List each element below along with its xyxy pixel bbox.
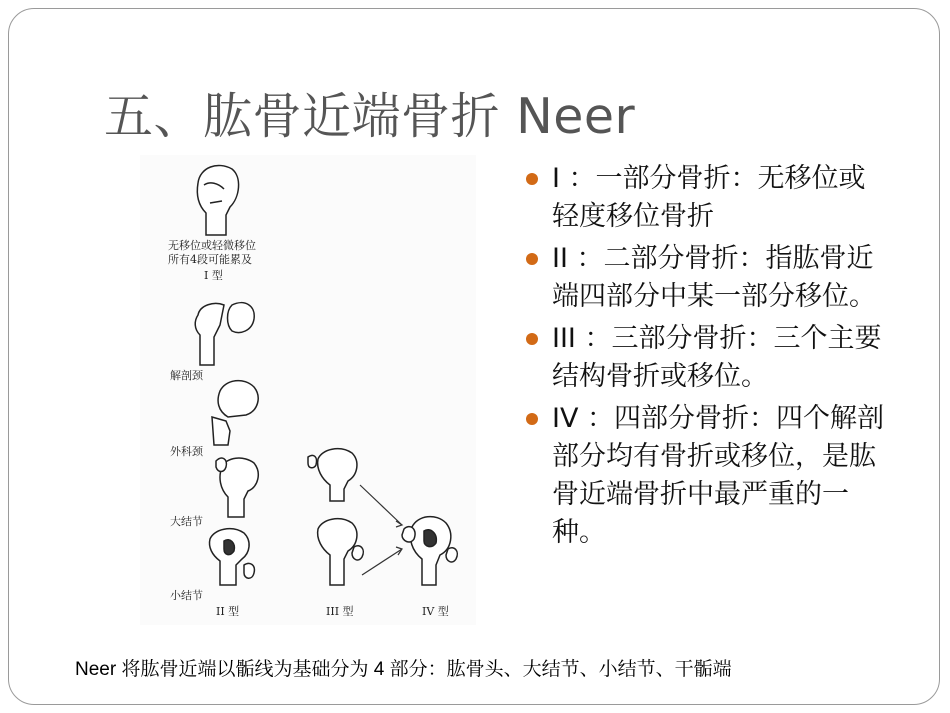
bullet-dot-icon <box>526 253 538 265</box>
surgical-neck-label: 外科颈 <box>170 445 203 458</box>
bone-drawings <box>140 155 476 625</box>
type3-lower-drawing <box>318 519 364 585</box>
slide-title: 五、肱骨近端骨折 Neer <box>104 88 636 145</box>
greater-tuberosity-drawing <box>216 458 258 517</box>
lesser-tuberosity-label: 小结节 <box>170 589 203 602</box>
type1-label: I 型 <box>204 269 223 282</box>
bullet-list <box>522 160 892 556</box>
type4-drawing <box>402 517 457 585</box>
greater-tuberosity-label: 大结节 <box>170 515 203 528</box>
bullet-text: I ：一部分骨折：无移位或轻度移位骨折 <box>552 163 866 232</box>
surgical-neck-drawing <box>212 381 258 445</box>
bullet-dot-icon <box>526 333 538 345</box>
neer-classification-figure <box>140 155 476 625</box>
bullet-dot-icon <box>526 173 538 185</box>
type1-caption-line2: 所有4段可能累及 <box>168 253 252 266</box>
type2-label: II 型 <box>216 605 240 618</box>
footnote: Neer 将肱骨近端以骺线为基础分为 4 部分：肱骨头、大结节、小结节、干骺端 <box>75 659 732 680</box>
type3-label: III 型 <box>326 605 354 618</box>
type4-label: IV 型 <box>422 605 449 618</box>
bullet-type1 <box>522 160 892 236</box>
anatomical-neck-label: 解剖颈 <box>170 369 203 382</box>
bullet-text: II ：二部分骨折：指肱骨近端四部分中某一部分移位。 <box>552 243 876 312</box>
bullet-dot-icon <box>526 413 538 425</box>
type1-caption-line1: 无移位或轻微移位 <box>168 239 256 252</box>
type1-humerus-drawing <box>197 165 238 235</box>
anatomical-neck-drawing <box>195 303 254 365</box>
bullet-type3 <box>522 320 892 396</box>
type3-upper-drawing <box>308 449 357 501</box>
lesser-tuberosity-drawing <box>209 529 254 585</box>
figure-arrows <box>360 485 402 575</box>
bullet-text: IV ：四部分骨折：四个解剖部分均有骨折或移位，是肱骨近端骨折中最严重的一种。 <box>552 403 885 548</box>
bullet-text: III ：三部分骨折：三个主要结构骨折或移位。 <box>552 323 882 392</box>
bullet-type2 <box>522 240 892 316</box>
bullet-type4 <box>522 400 892 552</box>
